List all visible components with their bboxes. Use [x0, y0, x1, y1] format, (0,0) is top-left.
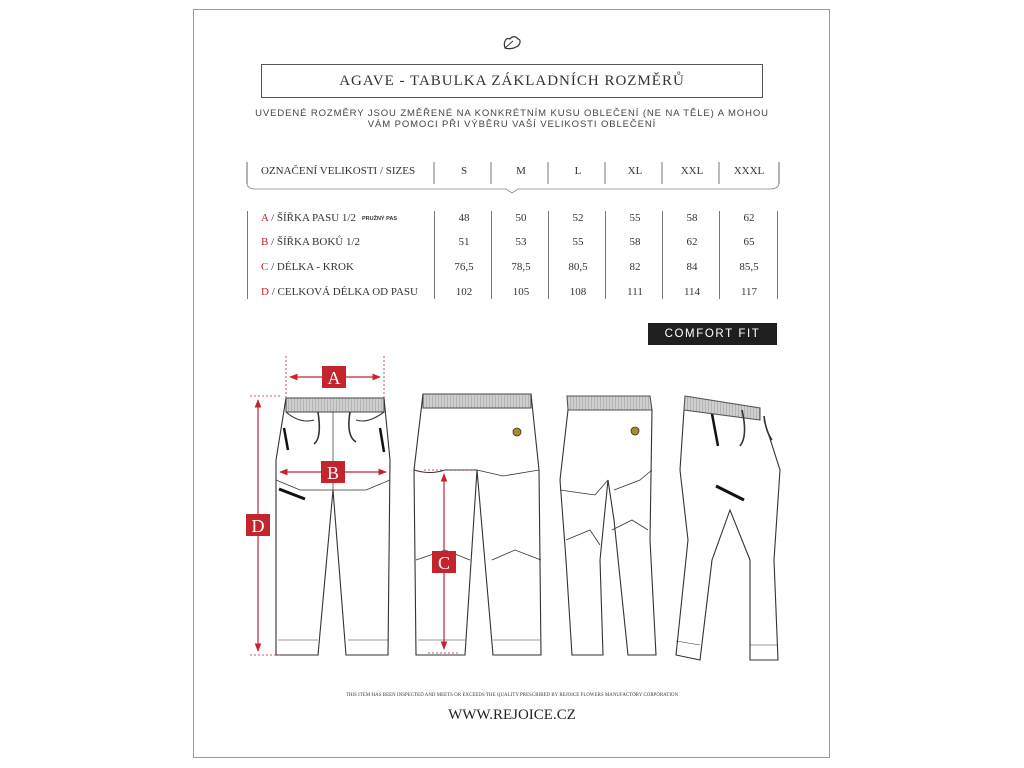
trousers-technical-drawing — [236, 350, 806, 670]
header-bracket — [244, 158, 784, 196]
table-cell: 117 — [740, 286, 758, 298]
row-separator — [777, 211, 778, 299]
row-letter: B — [261, 236, 269, 248]
subtitle-line: UVEDENÉ ROZMĚRY JSOU ZMĚŘENÉ NA KONKRÉTNÍM KUSU OBLEČENÍ (NE NA TĚLE) A MOHOU — [255, 108, 769, 119]
table-cell: 48 — [458, 212, 470, 224]
row-separator — [662, 211, 663, 299]
row-label-text: / DÉLKA - KROK — [268, 261, 354, 273]
table-cell: 105 — [512, 286, 530, 298]
row-separator — [548, 211, 549, 299]
subtitle — [250, 108, 774, 130]
table-cell: 80,5 — [568, 261, 588, 273]
row-label-text: / ŠÍŘKA BOKŮ 1/2 — [268, 236, 361, 248]
measurement-row-label — [261, 212, 397, 224]
subtitle-line: VÁM POMOCI PŘI VÝBĚRU VAŠÍ VELIKOSTI OBLEČENÍ — [367, 119, 657, 130]
label-d: D — [251, 516, 265, 536]
table-cell: 51 — [458, 236, 470, 248]
size-header: XL — [627, 165, 643, 177]
size-header: L — [574, 165, 582, 177]
table-cell: 58 — [629, 236, 641, 248]
table-cell: 114 — [683, 286, 701, 298]
size-header: XXXL — [733, 165, 765, 177]
table-cell: 62 — [686, 236, 698, 248]
table-cell: 62 — [743, 212, 755, 224]
row-letter: C — [261, 261, 269, 273]
label-c: C — [437, 553, 451, 573]
back-three-quarter-view — [560, 396, 656, 655]
table-cell: 55 — [572, 236, 584, 248]
row-separator — [434, 211, 435, 299]
table-cell: 65 — [743, 236, 755, 248]
table-cell: 78,5 — [511, 261, 531, 273]
measurement-row-label — [261, 261, 354, 273]
row-letter: D — [261, 286, 269, 298]
table-cell: 55 — [629, 212, 641, 224]
measurement-row-label — [261, 286, 418, 298]
label-a: A — [327, 368, 341, 388]
quality-note: THIS ITEM HAS BEEN INSPECTED AND MEETS OR EXCEEDS THE QUALITY PRESCRIBED BY REJOICE FLOWERS MANUFACTORY CORPORATION — [345, 693, 679, 698]
table-cell: 84 — [686, 261, 698, 273]
table-cell: 52 — [572, 212, 584, 224]
front-view — [276, 398, 390, 655]
row-separator — [247, 211, 248, 299]
table-cell: 76,5 — [454, 261, 474, 273]
page-title: AGAVE - TABULKA ZÁKLADNÍCH ROZMĚRŮ — [261, 64, 763, 98]
size-header: S — [460, 165, 468, 177]
table-cell: 82 — [629, 261, 641, 273]
size-header: M — [516, 165, 526, 177]
measurement-row-label — [261, 236, 360, 248]
back-view — [414, 394, 541, 655]
table-cell: 85,5 — [739, 261, 759, 273]
row-label-text: / ŠÍŘKA PASU 1/2 — [268, 212, 356, 224]
fit-badge: COMFORT FIT — [648, 323, 777, 345]
side-view — [676, 396, 780, 660]
size-header: XXL — [680, 165, 704, 177]
row-separator — [605, 211, 606, 299]
table-cell: 58 — [686, 212, 698, 224]
label-b: B — [326, 463, 340, 483]
table-cell: 108 — [569, 286, 587, 298]
leaf-flower-icon — [502, 33, 522, 51]
row-separator — [719, 211, 720, 299]
row-separator — [491, 211, 492, 299]
table-cell: 102 — [455, 286, 473, 298]
table-cell: 50 — [515, 212, 527, 224]
size-header-label: OZNAČENÍ VELIKOSTI / SIZES — [261, 165, 416, 177]
website-link[interactable]: WWW.REJOICE.CZ — [448, 707, 576, 723]
row-letter: A — [261, 212, 269, 224]
table-cell: 111 — [627, 286, 643, 298]
table-cell: 53 — [515, 236, 527, 248]
row-note: PRUŽNÝ PAS — [361, 216, 398, 222]
row-label-text: / CELKOVÁ DÉLKA OD PASU — [268, 286, 418, 298]
